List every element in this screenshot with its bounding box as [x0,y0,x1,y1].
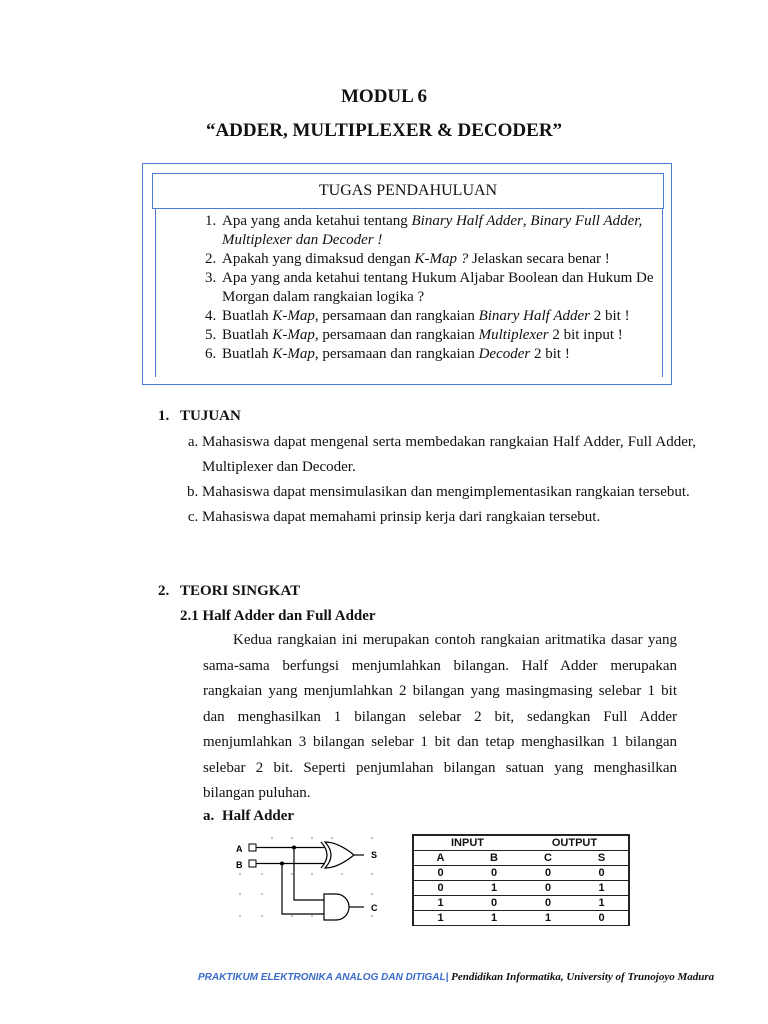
footer-institution: Pendidikan Informatika, University of Trunojoyo Madura [448,971,715,983]
header-input: INPUT [413,835,521,851]
half-adder-circuit [232,834,392,926]
module-title: MODUL 6 [340,86,428,107]
task-item: 1. Apa yang anda ketahui tentang Binary Half Adder, Binary Full Adder, Multiplexer dan Decoder ! [220,212,675,250]
prelim-task-list [196,212,675,364]
task-item: 3. Apa yang anda ketahui tentang Hukum Aljabar Boolean dan Hukum De Morgan dalam rangkaian logika ? [220,269,675,307]
output-c-label: C [371,903,378,913]
input-a-label: A [236,844,243,854]
task-item: 2. Apakah yang dimaksud dengan K-Map ? Jelaskan secara benar ! [220,250,675,269]
col-header: C [521,851,575,866]
subsection-heading: 2.1 Half Adder dan Full Adder [180,608,376,624]
col-header: S [575,851,629,866]
half-adder-truth-table [412,834,630,926]
table-row: 1 1 1 0 [413,911,629,926]
task-item: 4. Buatlah K-Map, persamaan dan rangkaian Binary Half Adder 2 bit ! [220,307,675,326]
goals-list [180,430,696,530]
footer-course: PRAKTIKUM ELEKTRONIKA ANALOG DAN DITIGAL [198,972,446,983]
col-header: B [467,851,521,866]
page-footer: PRAKTIKUM ELEKTRONIKA ANALOG DAN DITIGAL| Pendidikan Informatika, University of Trunojoyo Madura [198,971,715,983]
goal-item: c. Mahasiswa dapat memahami prinsip kerja dari rangkaian tersebut. [202,505,696,530]
module-subtitle: “ADDER, MULTIPLEXER & DECODER” [205,120,563,141]
col-header: A [413,851,467,866]
output-s-label: S [371,850,378,860]
box-left-line [155,209,156,377]
task-item: 5. Buatlah K-Map, persamaan dan rangkaian Multiplexer 2 bit input ! [220,326,675,345]
theory-paragraph: Kedua rangkaian ini merupakan contoh rangkaian aritmatika dasar yang sama-sama berfungsi menjumlahkan bilangan. Half Adder merupakan rangkaian yang menjumlahkan 2 bilangan yang masingmasing selebar 1 bit dan menghasilkan 1 bilangan selebar 2 bit, sedangkan Full Adder menjumlahkan 3 bilangan selebar 1 bit dan tetap menghasilkan 1 bilangan selebar 2 bit. Seperti penjumlahan bilangan satuan yang menghasilkan bilangan puluhan. [203,632,677,801]
table-row: 0 1 0 1 [413,881,629,896]
header-output: OUTPUT [521,835,629,851]
table-row: 1 0 0 1 [413,896,629,911]
prelim-task-heading: TUGAS PENDAHULUAN [152,173,664,209]
input-b-label: B [236,860,243,870]
goal-item: b. Mahasiswa dapat mensimulasikan dan mengimplementasikan rangkaian tersebut. [202,480,696,505]
table-row: 0 0 0 0 [413,866,629,881]
task-item: 6. Buatlah K-Map, persamaan dan rangkaian Decoder 2 bit ! [220,345,675,364]
goal-item: a. Mahasiswa dapat mengenal serta membedakan rangkaian Half Adder, Full Adder, Multiplexer dan Decoder. [202,430,696,480]
